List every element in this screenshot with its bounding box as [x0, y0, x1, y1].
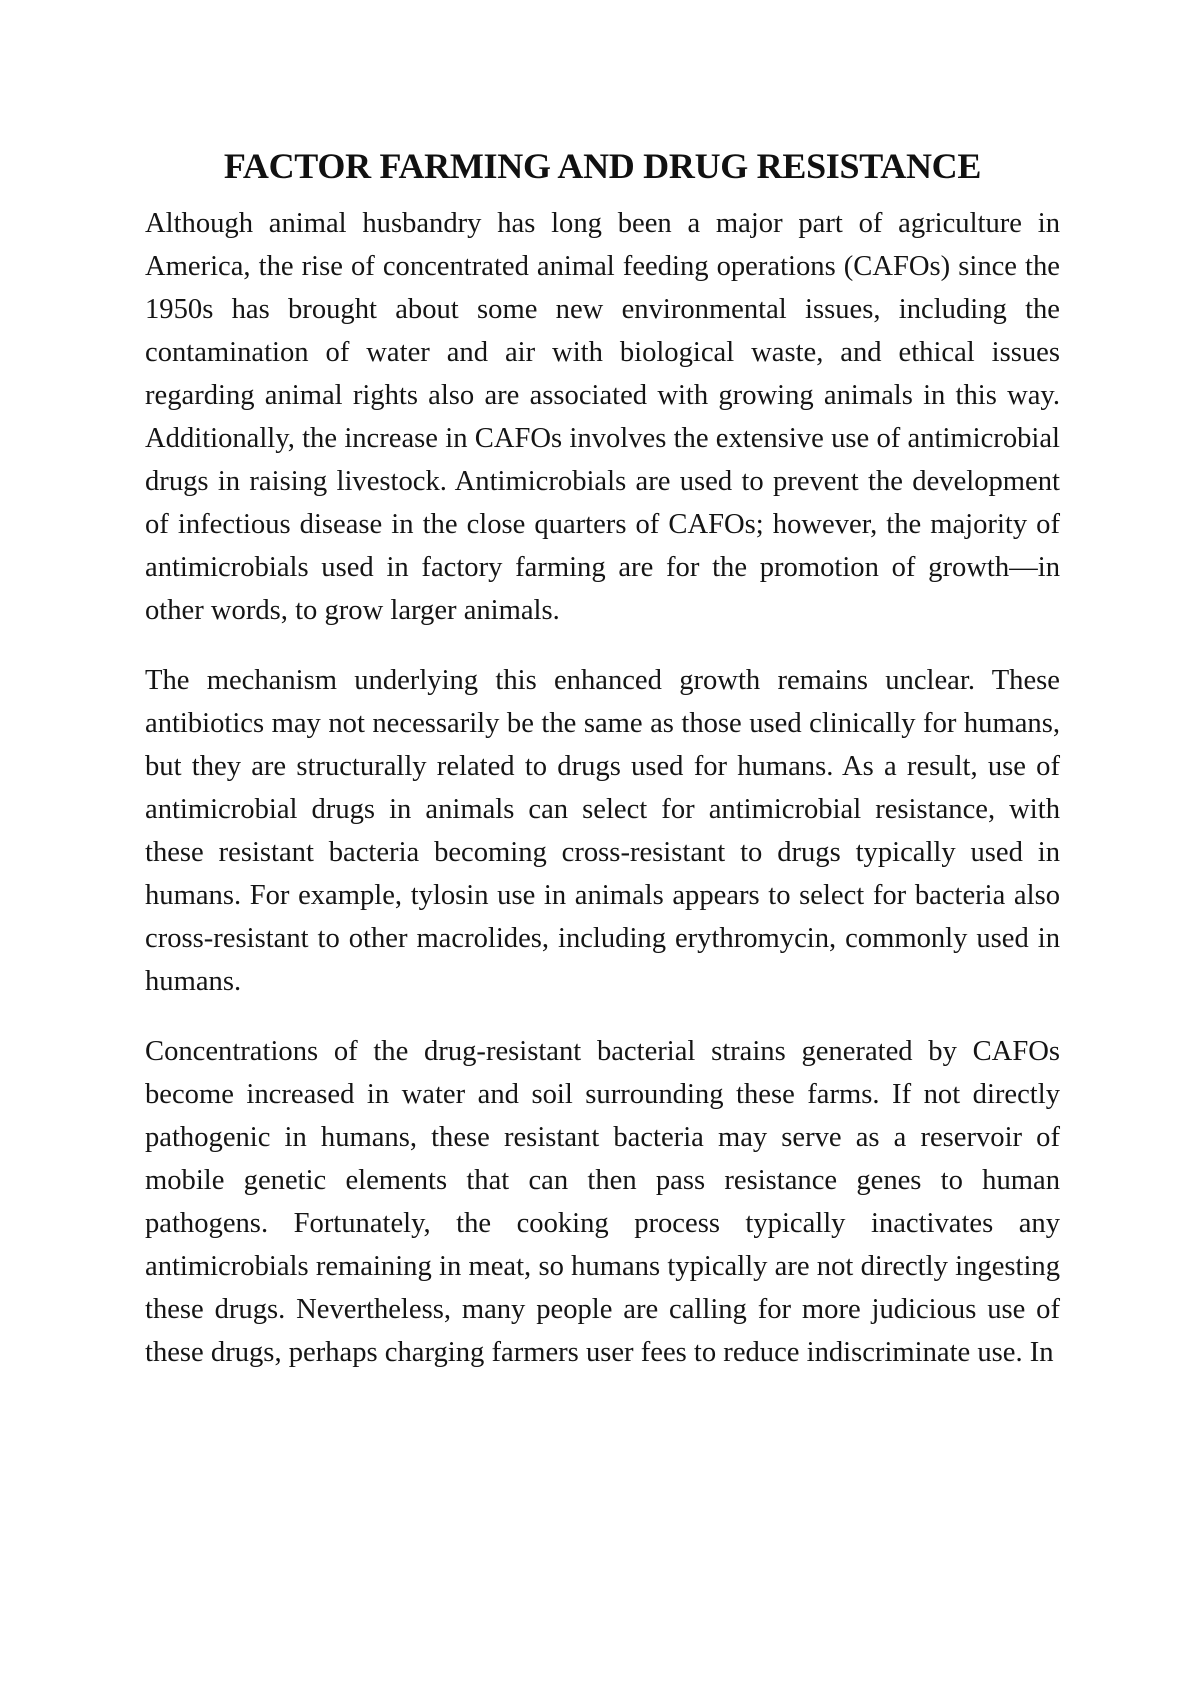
document-title: FACTOR FARMING AND DRUG RESISTANCE	[223, 146, 982, 186]
paragraph-1: Although animal husbandry has long been a major part of agriculture in America, the rise of concentrated animal feeding operations (CAFOs) since the 1950s has brought about some new environmental issues, including the contamination of water and air with biological waste, and ethical issues regarding animal rights also are associated with growing animals in this way. Additionally, the increase in CAFOs involves the extensive use of antimicrobial drugs in raising livestock. Antimicrobials are used to prevent the development of infectious disease in the close quarters of CAFOs; however, the majority of antimicrobials used in factory farming are for the promotion of growth—in other words, to grow larger animals.	[145, 208, 1060, 626]
document-body	[145, 140, 1060, 1401]
paragraph-2: The mechanism underlying this enhanced growth remains unclear. These antibiotics may not necessarily be the same as those used clinically for humans, but they are structurally related to drugs used for humans. As a result, use of antimicrobial drugs in animals can select for antimicrobial resistance, with these resistant bacteria becoming cross-resistant to drugs typically used in humans. For example, tylosin use in animals appears to select for bacteria also cross-resistant to other macrolides, including erythromycin, commonly used in humans.	[145, 665, 1060, 997]
paragraph-3: Concentrations of the drug-resistant bacterial strains generated by CAFOs become increased in water and soil surrounding these farms. If not directly pathogenic in humans, these resistant bacteria may serve as a reservoir of mobile genetic elements that can then pass resistance genes to human pathogens. Fortunately, the cooking process typically inactivates any antimicrobials remaining in meat, so humans typically are not directly ingesting these drugs. Nevertheless, many people are calling for more judicious use of these drugs, perhaps charging farmers user fees to reduce indiscriminate use. In	[145, 1036, 1060, 1368]
